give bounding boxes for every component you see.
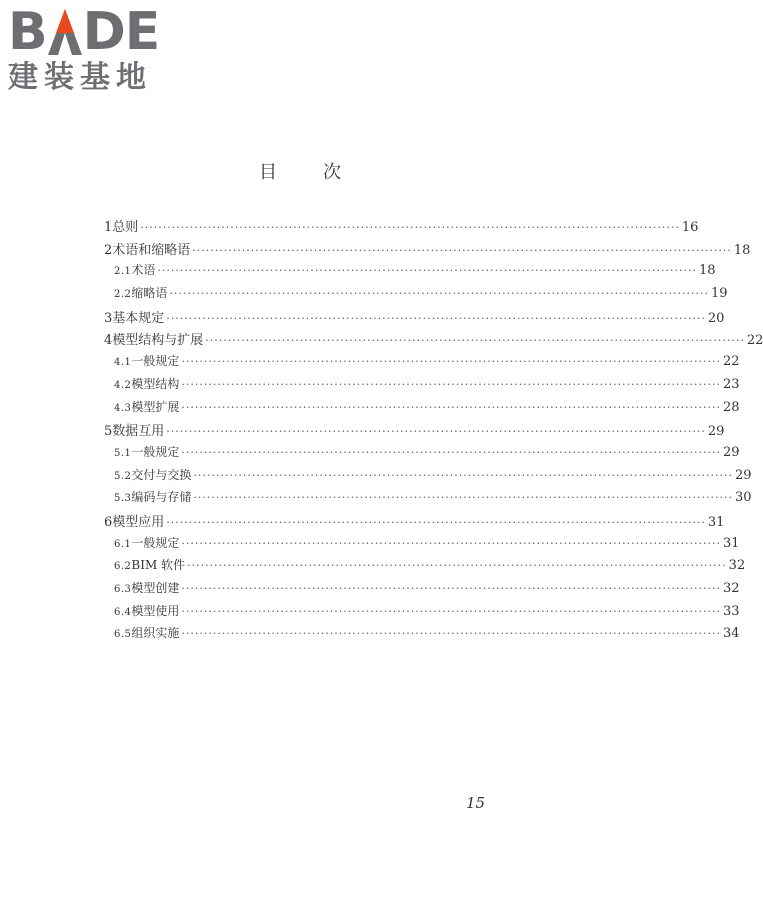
toc-entry-label: 术语 bbox=[131, 263, 156, 278]
toc-entry-label: 交付与交换 bbox=[131, 467, 192, 482]
toc-entry[interactable] bbox=[104, 420, 725, 443]
toc-entry[interactable] bbox=[104, 261, 716, 284]
toc-entry-page: 28 bbox=[723, 399, 740, 415]
toc-leader-dots: ························································································································ bbox=[181, 536, 722, 550]
toc-leader-dots: ························································································································ bbox=[187, 559, 727, 573]
toc-entry-number: 6.2 bbox=[114, 561, 132, 573]
toc-entry-page: 29 bbox=[735, 467, 752, 483]
toc-entry[interactable] bbox=[104, 375, 740, 398]
toc-entry[interactable] bbox=[104, 579, 740, 602]
toc-leader-dots: ························································································································ bbox=[181, 355, 722, 369]
toc-entry-number: 6.3 bbox=[114, 584, 132, 595]
logo-subtitle: 建装基地 bbox=[8, 60, 152, 95]
toc-entry-number: 4.3 bbox=[114, 402, 132, 414]
toc-entry[interactable] bbox=[104, 443, 740, 466]
toc-entry-label: 数据互用 bbox=[112, 424, 165, 440]
toc-entry[interactable] bbox=[104, 488, 752, 511]
toc-entry-label: 一般规定 bbox=[131, 444, 180, 459]
toc-entry-page: 29 bbox=[723, 444, 740, 460]
toc-entry-number: 2.2 bbox=[114, 289, 132, 301]
toc-entry-number: 4 bbox=[104, 333, 113, 349]
toc-entry-label: 模型扩展 bbox=[131, 399, 180, 414]
toc-entry-number: 5 bbox=[104, 424, 113, 440]
toc-entry[interactable] bbox=[104, 352, 740, 375]
toc-entry-label: 一般规定 bbox=[131, 535, 180, 550]
toc-entry-number: 6 bbox=[104, 514, 113, 530]
toc-entry-label: 模型创建 bbox=[131, 581, 180, 595]
toc-entry-label: 缩略语 bbox=[131, 286, 168, 301]
bade-logo bbox=[8, 2, 178, 96]
toc-entry[interactable] bbox=[104, 624, 740, 647]
toc-entry-number: 1 bbox=[104, 220, 113, 235]
logo-a-shape-icon bbox=[48, 9, 82, 55]
toc-entry-label: 组织实施 bbox=[131, 626, 180, 641]
logo-letters-de: DE bbox=[82, 2, 160, 62]
toc-entry-label: 一般规定 bbox=[131, 354, 180, 369]
toc-entry-page: 18 bbox=[733, 242, 751, 258]
toc-entry-label: BIM 软件 bbox=[131, 558, 186, 573]
toc-entry-page: 22 bbox=[723, 354, 740, 370]
toc-entry-page: 19 bbox=[711, 286, 728, 302]
toc-leader-dots: ························································································································ bbox=[192, 243, 732, 257]
toc-entry-label: 模型使用 bbox=[131, 603, 180, 618]
toc-entry-page: 32 bbox=[728, 558, 746, 574]
toc-entry-label: 总则 bbox=[112, 220, 139, 235]
toc-title: 目次 bbox=[259, 162, 387, 183]
toc-entry-number: 2 bbox=[104, 242, 113, 258]
toc-entry-number: 6.1 bbox=[114, 538, 132, 550]
toc-entry-number: 4.2 bbox=[114, 379, 132, 391]
toc-entry-number: 5.1 bbox=[114, 447, 132, 459]
toc-entry-page: 22 bbox=[746, 333, 763, 349]
toc-entry-page: 32 bbox=[723, 581, 740, 596]
toc-entry-label: 模型结构 bbox=[131, 376, 180, 391]
toc-leader-dots: ························································································································ bbox=[181, 627, 722, 641]
toc-entry-number: 5.3 bbox=[114, 493, 132, 505]
toc-leader-dots: ························································································································ bbox=[181, 445, 722, 459]
toc-entry-label: 基本规定 bbox=[112, 310, 165, 326]
toc-entry[interactable] bbox=[104, 239, 751, 262]
toc-leader-dots: ························································································································ bbox=[193, 468, 734, 482]
toc-entry-page: 20 bbox=[707, 310, 725, 326]
toc-entry[interactable] bbox=[104, 398, 740, 421]
toc-entry[interactable] bbox=[104, 216, 699, 239]
logo-letter-a-accent bbox=[47, 9, 83, 58]
toc-entry-label: 编码与存储 bbox=[131, 490, 192, 505]
table-of-contents bbox=[104, 216, 763, 647]
toc-entry[interactable] bbox=[104, 307, 725, 330]
toc-leader-dots: ························································································································ bbox=[140, 221, 680, 234]
toc-entry-label: 术语和缩略语 bbox=[112, 242, 191, 258]
toc-entry-number: 3 bbox=[104, 310, 113, 326]
toc-leader-dots: ························································································································ bbox=[166, 311, 706, 325]
toc-entry-number: 2.1 bbox=[114, 266, 132, 278]
toc-entry[interactable] bbox=[104, 602, 740, 625]
toc-leader-dots: ························································································································ bbox=[181, 377, 722, 391]
toc-leader-dots: ························································································································ bbox=[169, 287, 710, 301]
toc-entry[interactable] bbox=[104, 466, 752, 489]
toc-entry-label: 模型结构与扩展 bbox=[112, 333, 204, 349]
toc-entry-label: 模型应用 bbox=[112, 514, 165, 530]
toc-entry-number: 4.1 bbox=[114, 357, 132, 369]
toc-entry-page: 34 bbox=[723, 626, 740, 642]
toc-leader-dots: ························································································································ bbox=[181, 582, 722, 595]
toc-entry-page: 30 bbox=[735, 490, 752, 506]
toc-entry[interactable] bbox=[104, 511, 725, 534]
toc-entry[interactable] bbox=[104, 556, 746, 579]
toc-entry-number: 6.4 bbox=[114, 606, 132, 618]
toc-entry-page: 31 bbox=[707, 514, 725, 530]
toc-entry[interactable] bbox=[104, 284, 728, 307]
toc-entry[interactable] bbox=[104, 534, 740, 557]
logo-wordmark bbox=[8, 2, 178, 62]
toc-entry-page: 16 bbox=[681, 220, 699, 235]
toc-leader-dots: ························································································································ bbox=[181, 400, 722, 414]
toc-entry-page: 18 bbox=[699, 263, 716, 279]
toc-leader-dots: ························································································································ bbox=[166, 515, 706, 529]
toc-leader-dots: ························································································································ bbox=[205, 334, 745, 348]
toc-entry-number: 5.2 bbox=[114, 470, 132, 482]
toc-entry-page: 23 bbox=[723, 376, 740, 392]
toc-entry-page: 31 bbox=[723, 535, 740, 551]
toc-leader-dots: ························································································································ bbox=[157, 264, 698, 278]
toc-leader-dots: ························································································································ bbox=[193, 491, 734, 505]
toc-leader-dots: ························································································································ bbox=[181, 604, 722, 618]
toc-entry-number: 6.5 bbox=[114, 629, 132, 641]
logo-letter-b: B bbox=[8, 2, 47, 62]
toc-entry-page: 29 bbox=[707, 424, 725, 440]
toc-entry[interactable] bbox=[104, 329, 763, 352]
toc-leader-dots: ························································································································ bbox=[166, 425, 706, 439]
toc-entry-page: 33 bbox=[723, 603, 740, 619]
page-number: 15 bbox=[466, 794, 486, 812]
